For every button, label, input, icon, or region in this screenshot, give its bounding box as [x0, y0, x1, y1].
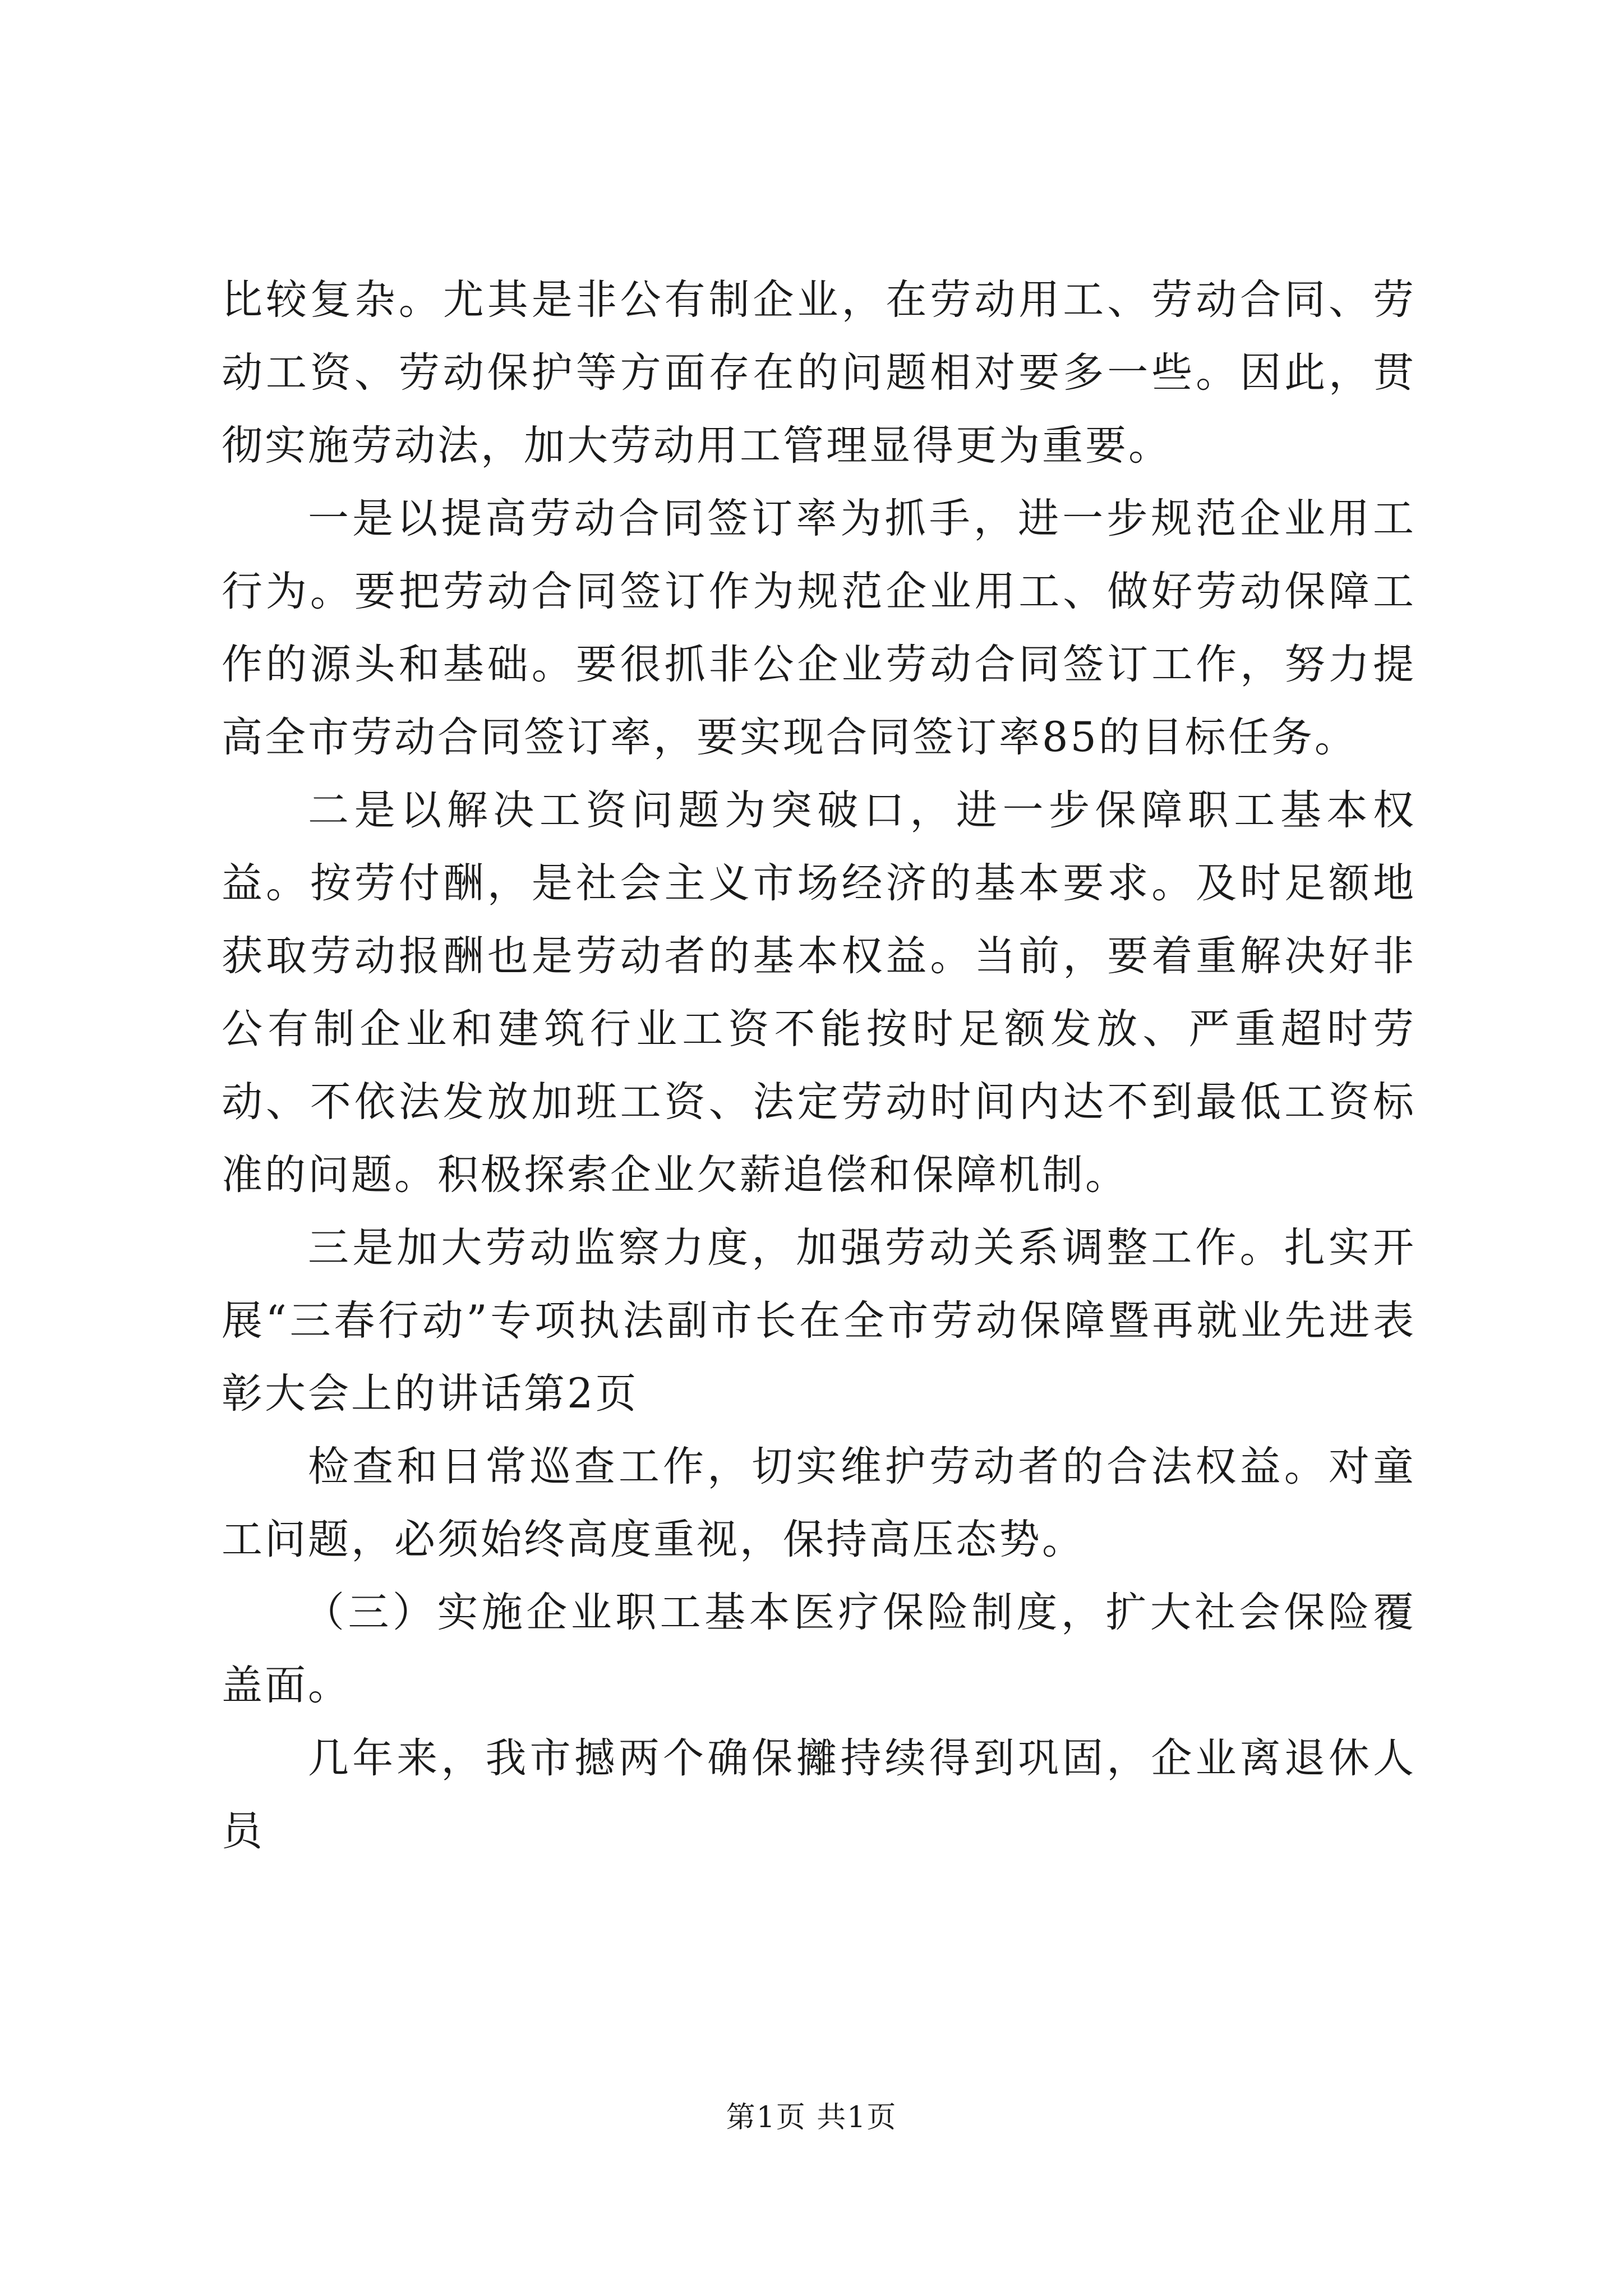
paragraph-continued: 比较复杂。尤其是非公有制企业，在劳动用工、劳动合同、劳动工资、劳动保护等方面存在的问题相对要多一些。因此，贯彻实施劳动法，加大劳动用工管理显得更为重要。: [222, 276, 1416, 470]
paragraph-wage-issues: 二是以解决工资问题为突破口，进一步保障职工基本权益。按劳付酬，是社会主义市场经济的基本要求。及时足额地获取劳动报酬也是劳动者的基本权益。当前，要着重解决好非公有制企业和建筑行业工资不能按时足额发放、严重超时劳动、不依法发放加班工资、法定劳动时间内达不到最低工资标准的问题。积极探索企业欠薪追偿和保障机制。: [222, 786, 1416, 1199]
paragraph-inspection-continued: 检查和日常巡查工作，切实维护劳动者的合法权益。对童工问题，必须始终高度重视，保持高压态势。: [222, 1443, 1416, 1563]
paragraph-labor-inspection: 三是加大劳动监察力度，加强劳动关系调整工作。扎实开展“三春行动”专项执法副市长在全市劳动保障暨再就业先进表彰大会上的讲话第2页: [222, 1224, 1416, 1418]
page-footer: 第1页 共1页: [726, 2101, 897, 2134]
section-heading-medical-insurance: （三）实施企业职工基本医疗保险制度，扩大社会保险覆盖面。: [222, 1589, 1416, 1709]
document-body: [222, 264, 1416, 1868]
paragraph-contract-signing: 一是以提高劳动合同签订率为抓手，进一步规范企业用工行为。要把劳动合同签订作为规范企业用工、做好劳动保障工作的源头和基础。要很抓非公企业劳动合同签订工作，努力提高全市劳动合同签订率，要实现合同签订率85的目标任务。: [222, 495, 1416, 761]
paragraph-recent-years: 几年来，我市撼两个确保攡持续得到巩固，企业离退休人员: [222, 1734, 1416, 1855]
